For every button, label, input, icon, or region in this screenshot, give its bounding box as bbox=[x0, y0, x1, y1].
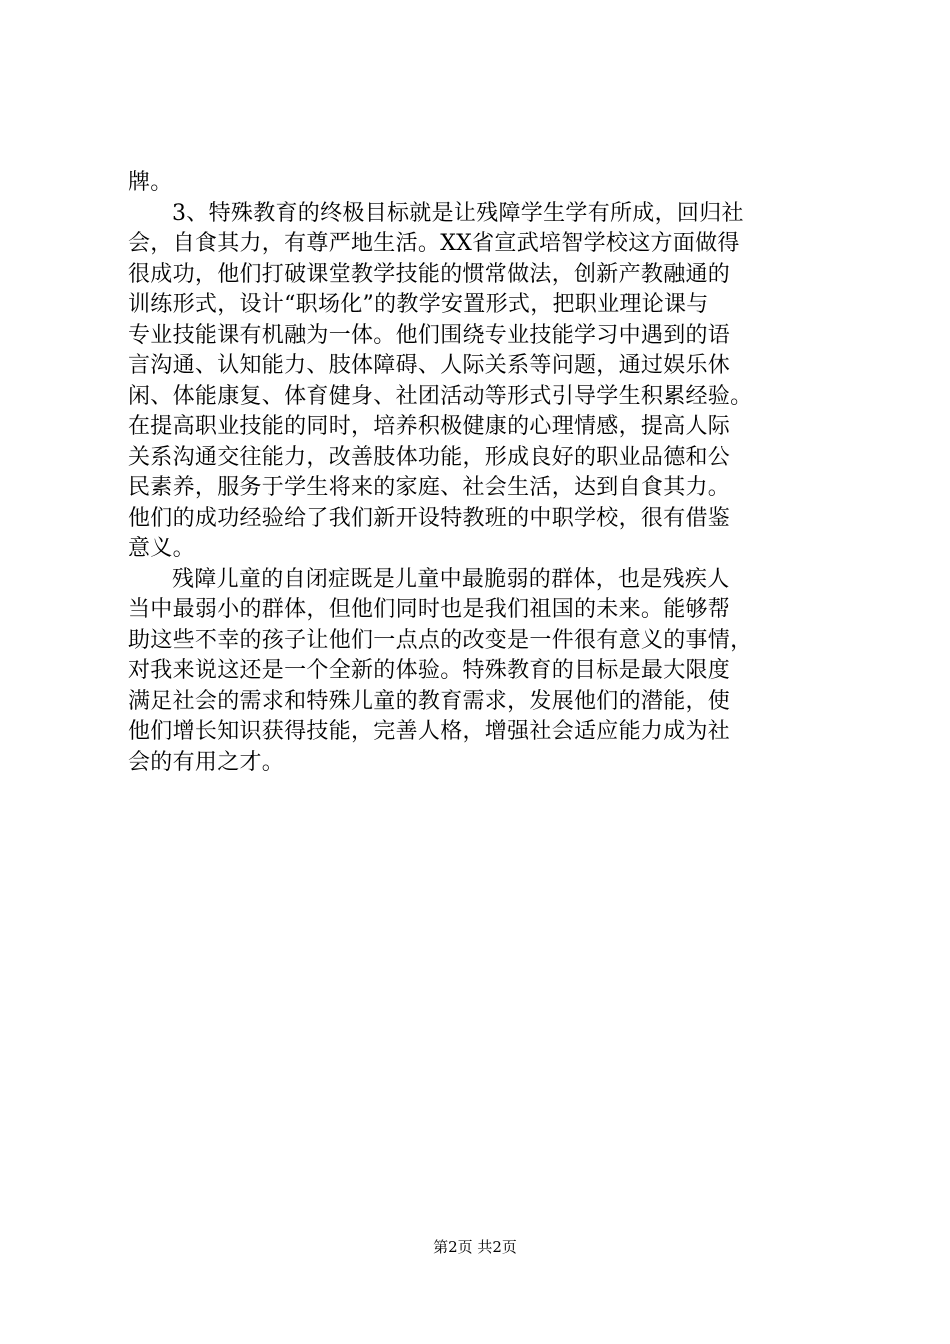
text-line: 会的有用之才。 bbox=[128, 749, 285, 775]
text-line: 关系沟通交往能力，改善肢体功能，形成良好的职业品德和公 bbox=[128, 444, 731, 470]
text-line: 3、特殊教育的终极目标就是让残障学生学有所成，回归社 bbox=[172, 200, 744, 226]
text-line: 很成功，他们打破课堂教学技能的惯常做法，创新产教融通的 bbox=[128, 261, 731, 287]
text-line: 训练形式，设计“职场化”的教学安置形式，把职业理论课与 bbox=[128, 292, 709, 317]
text-line: 言沟通、认知能力、肢体障碍、人际关系等问题，通过娱乐休 bbox=[128, 353, 731, 378]
text-line: 在提高职业技能的同时，培养积极健康的心理情感，提高人际 bbox=[128, 414, 731, 439]
text-line: 对我来说这还是一个全新的体验。特殊教育的目标是最大限度 bbox=[128, 658, 731, 683]
text-line: 会，自食其力，有尊严地生活。XX省宣武培智学校这方面做得 bbox=[128, 231, 740, 256]
text-line: 他们增长知识获得技能，完善人格，增强社会适应能力成为社 bbox=[128, 719, 731, 744]
page-number: 第2页 共2页 bbox=[433, 1238, 517, 1256]
text-line: 当中最弱小的群体，但他们同时也是我们祖国的未来。能够帮 bbox=[128, 597, 731, 622]
text-line: 闲、体能康复、体育健身、社团活动等形式引导学生积累经验。 bbox=[128, 383, 753, 409]
text-line: 牌。 bbox=[128, 170, 173, 195]
page-footer bbox=[0, 1237, 950, 1257]
text-line: 民素养，服务于学生将来的家庭、社会生活，达到自食其力。 bbox=[128, 475, 731, 500]
text-line: 他们的成功经验给了我们新开设特教班的中职学校，很有借鉴 bbox=[128, 505, 731, 531]
text-line: 残障儿童的自闭症既是儿童中最脆弱的群体，也是残疾人 bbox=[172, 566, 730, 592]
text-line: 满足社会的需求和特殊儿童的教育需求，发展他们的潜能，使 bbox=[128, 688, 731, 714]
text-line: 意义。 bbox=[128, 536, 195, 561]
text-line: 助这些不幸的孩子让他们一点点的改变是一件很有意义的事情， bbox=[128, 627, 753, 653]
document-body bbox=[128, 168, 834, 778]
text-line: 专业技能课有机融为一体。他们围绕专业技能学习中遇到的语 bbox=[128, 322, 731, 348]
